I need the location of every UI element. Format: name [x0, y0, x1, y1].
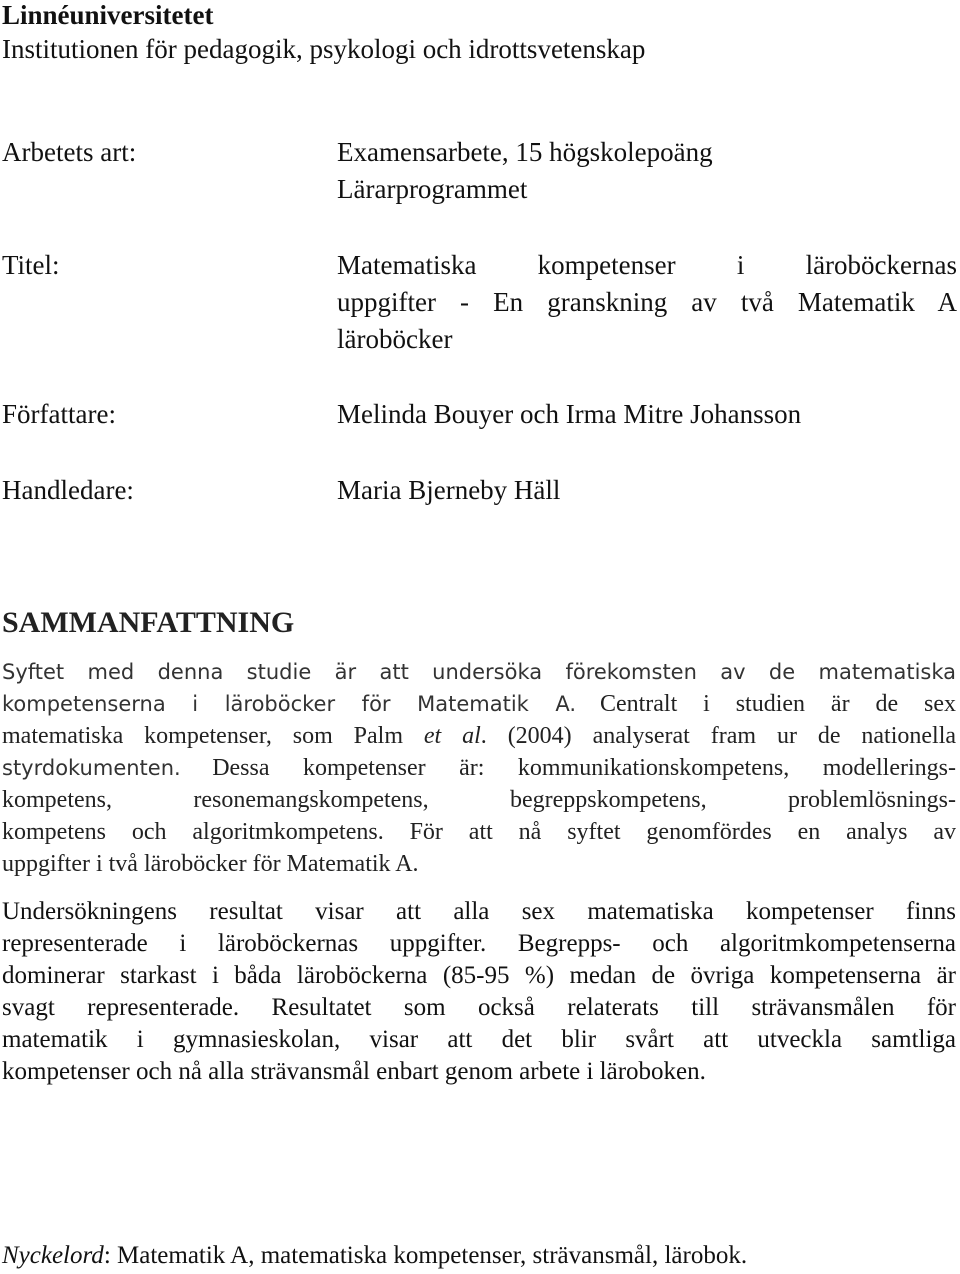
- abstract-line: [2, 752, 956, 784]
- keywords-label: Nyckelord: [2, 1242, 104, 1269]
- abstract-paragraph-1: [2, 656, 956, 880]
- abstract-line: [2, 688, 956, 720]
- abstract-line-segment: Centralt i studien är de sex: [599, 691, 956, 717]
- title-line: uppgifter - En granskning av två Matematik A: [337, 287, 957, 317]
- work-type-label: Arbetets art:: [2, 137, 137, 167]
- abstract-line-segment: Dessa kompetenser är: kommunikationskompetens, modellerings-: [212, 755, 956, 781]
- authors-label: Författare:: [2, 399, 116, 429]
- work-type-line: Lärarprogrammet: [337, 174, 528, 204]
- abstract-line: dominerar starkast i båda läroböckerna (85-95 %) medan de övriga kompetenserna är: [2, 962, 956, 989]
- abstract-line-segment: matematiska kompetenser, som Palm: [2, 723, 403, 749]
- supervisor-value: Maria Bjerneby Häll: [337, 475, 561, 505]
- abstract-line: [2, 720, 956, 752]
- authors-value: Melinda Bouyer och Irma Mitre Johansson: [337, 399, 802, 429]
- work-type-value: [337, 134, 957, 208]
- university-name: Linnéuniversitetet: [2, 0, 214, 30]
- institution-name: Institutionen för pedagogik, psykologi och idrottsvetenskap: [2, 34, 646, 64]
- title-line: Matematiska kompetenser i läroböckernas: [337, 250, 957, 280]
- abstract-line: uppgifter i två läroböcker för Matematik A.: [2, 851, 419, 877]
- abstract-line: kompetenser och nå alla strävansmål enbart genom arbete i läroboken.: [2, 1058, 706, 1085]
- title-value: [337, 247, 957, 358]
- abstract-line: kompetens och algoritmkompetens. För att nå syftet genomfördes en analys av: [2, 819, 956, 845]
- abstract-line-segment: . (2004) analyserat fram ur de nationella: [480, 723, 957, 749]
- abstract-line: kompetens, resonemangskompetens, begreppskompetens, problemlösnings-: [2, 787, 956, 813]
- title-label: Titel:: [2, 250, 60, 280]
- abstract-paragraph-2: [2, 896, 956, 1088]
- abstract-line: representerade i läroböckernas uppgifter. Begrepps- och algoritmkompetenserna: [2, 930, 956, 957]
- abstract-line-segment: kompetenserna i läroböcker för Matematik A.: [2, 692, 577, 716]
- abstract-line: Undersökningens resultat visar att alla sex matematiska kompetenser finns: [2, 898, 956, 925]
- abstract-line-emphasis: et al: [423, 723, 481, 749]
- abstract-heading: SAMMANFATTNING: [2, 606, 295, 639]
- work-type-line: Examensarbete, 15 högskolepoäng: [337, 137, 713, 167]
- abstract-line-segment: styrdokumenten.: [2, 756, 181, 780]
- keywords-value: : Matematik A, matematiska kompetenser, strävansmål, lärobok.: [103, 1242, 748, 1269]
- supervisor-value-wrap: [337, 472, 957, 509]
- abstract-line: svagt representerade. Resultatet som också relaterats till strävansmålen för: [2, 994, 956, 1021]
- supervisor-label: Handledare:: [2, 475, 134, 505]
- abstract-line: Syftet med denna studie är att undersöka förekomsten av de matematiska: [2, 660, 956, 684]
- title-line: läroböcker: [337, 324, 453, 354]
- abstract-line: matematik i gymnasieskolan, visar att det blir svårt att utveckla samtliga: [2, 1026, 956, 1053]
- keywords: [2, 1240, 747, 1272]
- authors-value-wrap: [337, 396, 957, 433]
